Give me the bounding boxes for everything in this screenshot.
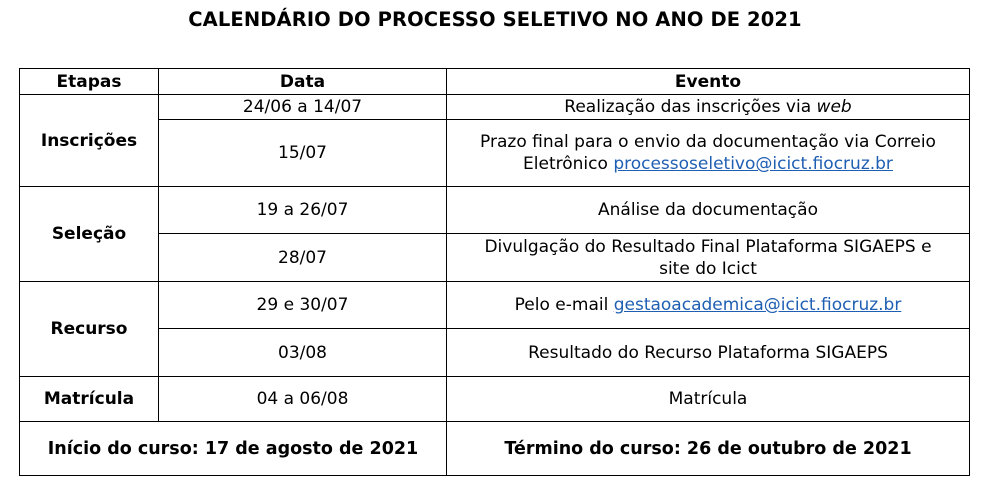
header-etapas: Etapas <box>20 69 159 95</box>
table-row <box>20 95 970 120</box>
event-text: Pelo e-mail <box>514 295 614 315</box>
table-row <box>20 282 970 329</box>
stage-recurso: Recurso <box>20 282 159 377</box>
stage-matricula: Matrícula <box>20 377 159 422</box>
date-cell: 24/06 a 14/07 <box>159 95 447 120</box>
stage-inscricoes: Inscrições <box>20 95 159 187</box>
event-text: Realização das inscrições via <box>564 97 817 117</box>
date-cell: 15/07 <box>159 120 447 187</box>
course-end: Término do curso: 26 de outubro de 2021 <box>447 422 970 476</box>
event-cell <box>447 234 970 282</box>
event-cell <box>447 120 970 187</box>
event-italic-text: web <box>816 97 852 117</box>
course-start: Início do curso: 17 de agosto de 2021 <box>20 422 447 476</box>
page-title: CALENDÁRIO DO PROCESSO SELETIVO NO ANO DE 2021 <box>188 8 802 31</box>
table-row <box>20 329 970 377</box>
date-cell: 29 e 30/07 <box>159 282 447 329</box>
event-cell <box>447 282 970 329</box>
table-row <box>20 377 970 422</box>
date-cell: 19 a 26/07 <box>159 187 447 234</box>
stage-selecao: Seleção <box>20 187 159 282</box>
date-cell: 03/08 <box>159 329 447 377</box>
event-line-1: Prazo final para o envio da documentação via Correio <box>480 132 936 152</box>
date-cell: 28/07 <box>159 234 447 282</box>
header-data: Data <box>159 69 447 95</box>
header-evento: Evento <box>447 69 970 95</box>
event-line-2: Eletrônico <box>523 154 614 174</box>
email-link[interactable]: processoseletivo@icict.fiocruz.br <box>613 154 893 174</box>
event-cell: Resultado do Recurso Plataforma SIGAEPS <box>447 329 970 377</box>
email-link[interactable]: gestaoacademica@icict.fiocruz.br <box>613 295 902 315</box>
table-row <box>20 187 970 234</box>
table-row <box>20 234 970 282</box>
table-row <box>20 120 970 187</box>
event-cell <box>447 95 970 120</box>
footer-row <box>20 422 970 476</box>
calendar-table <box>19 68 970 476</box>
event-cell: Matrícula <box>447 377 970 422</box>
event-line-1: Divulgação do Resultado Final Plataforma SIGAEPS e <box>484 236 932 257</box>
date-cell: 04 a 06/08 <box>159 377 447 422</box>
table-header-row <box>20 69 970 95</box>
event-line-2: site do Icict <box>659 258 757 279</box>
event-cell: Análise da documentação <box>447 187 970 234</box>
